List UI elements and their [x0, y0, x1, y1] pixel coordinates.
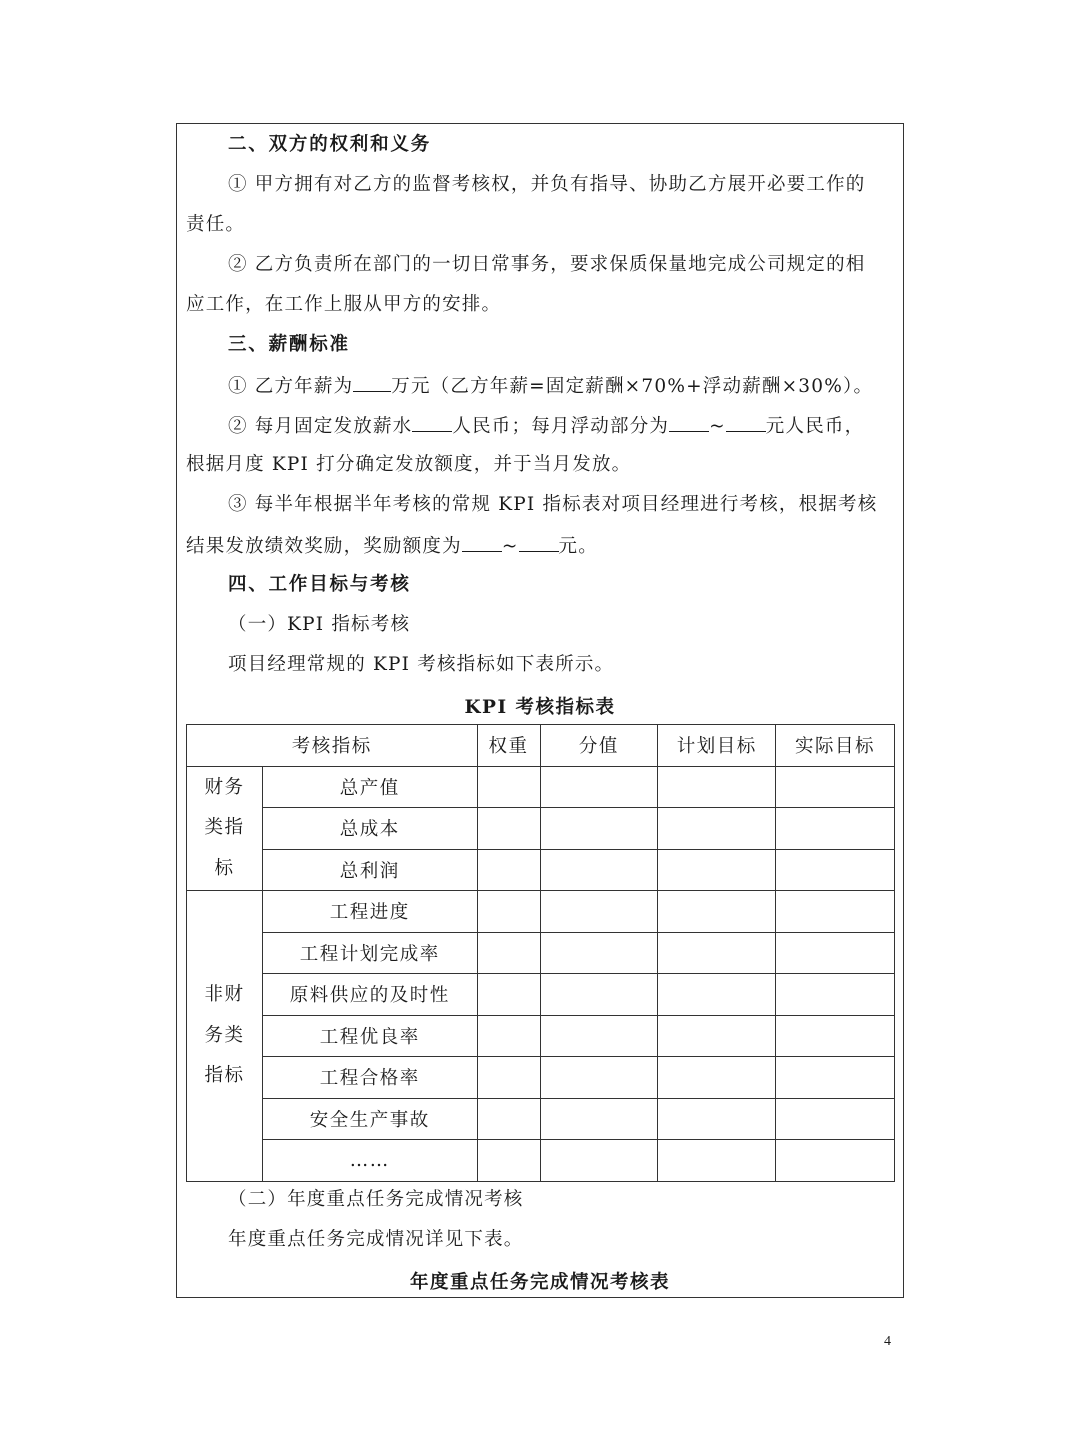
actual-target-cell[interactable] — [776, 849, 895, 891]
weight-cell[interactable] — [477, 1140, 540, 1182]
text-fragment: ~ — [709, 416, 726, 437]
category-text: 非财 — [204, 984, 245, 1005]
text-fragment: ① 乙方年薪为 — [228, 376, 354, 397]
paragraph-text — [186, 533, 598, 559]
score-cell[interactable] — [540, 974, 658, 1016]
fill-in-blank — [726, 413, 766, 432]
subsection-heading-kpi: （一）KPI 指标考核 — [228, 614, 411, 635]
section-heading-goals: 四、工作目标与考核 — [228, 574, 411, 595]
indicator-cell: 工程计划完成率 — [262, 932, 477, 974]
table-row — [187, 1057, 895, 1099]
category-cell-nonfinancial — [187, 891, 263, 1182]
score-cell[interactable] — [540, 808, 658, 850]
table-header-cell: 实际目标 — [776, 725, 895, 767]
actual-target-cell[interactable] — [776, 808, 895, 850]
text-fragment: 万元（乙方年薪=固定薪酬×70%+浮动薪酬×30%）。 — [391, 376, 874, 397]
table-header-cell: 权重 — [477, 725, 540, 767]
table-row — [187, 1015, 895, 1057]
indicator-cell: 总产值 — [262, 766, 477, 808]
score-cell[interactable] — [540, 932, 658, 974]
page-number: 4 — [884, 1334, 891, 1349]
actual-target-cell[interactable] — [776, 766, 895, 808]
fill-in-blank — [669, 413, 709, 432]
score-cell[interactable] — [540, 1140, 658, 1182]
indicator-cell: 安全生产事故 — [262, 1098, 477, 1140]
table-row — [187, 1098, 895, 1140]
indicator-cell: 原料供应的及时性 — [262, 974, 477, 1016]
plan-target-cell[interactable] — [658, 1140, 776, 1182]
actual-target-cell[interactable] — [776, 1098, 895, 1140]
actual-target-cell[interactable] — [776, 1015, 895, 1057]
actual-target-cell[interactable] — [776, 932, 895, 974]
plan-target-cell[interactable] — [658, 849, 776, 891]
actual-target-cell[interactable] — [776, 1057, 895, 1099]
paragraph-text: 项目经理常规的 KPI 考核指标如下表所示。 — [228, 654, 615, 675]
fill-in-blank — [412, 413, 452, 432]
weight-cell[interactable] — [477, 932, 540, 974]
table-title-annual: 年度重点任务完成情况考核表 — [409, 1272, 670, 1293]
plan-target-cell[interactable] — [658, 891, 776, 933]
weight-cell[interactable] — [477, 974, 540, 1016]
paragraph-text — [228, 373, 873, 399]
table-header-row — [187, 725, 895, 767]
fill-in-blank — [519, 533, 559, 552]
paragraph-text: 年度重点任务完成情况详见下表。 — [228, 1229, 524, 1250]
fill-in-blank — [462, 533, 502, 552]
text-fragment: 元。 — [558, 536, 598, 557]
text-fragment: ② 每月固定发放薪水 — [228, 416, 413, 437]
plan-target-cell[interactable] — [658, 808, 776, 850]
score-cell[interactable] — [540, 1015, 658, 1057]
text-fragment: 人民币；每月浮动部分为 — [452, 416, 670, 437]
score-cell[interactable] — [540, 766, 658, 808]
text-fragment: 元人民币， — [765, 416, 865, 437]
category-text: 类指 — [204, 817, 245, 838]
indicator-cell: 工程合格率 — [262, 1057, 477, 1099]
paragraph-text: 责任。 — [186, 214, 246, 235]
table-row — [187, 808, 895, 850]
paragraph-text — [228, 413, 864, 439]
table-title-kpi: KPI 考核指标表 — [464, 697, 616, 718]
weight-cell[interactable] — [477, 1098, 540, 1140]
table-row — [187, 891, 895, 933]
score-cell[interactable] — [540, 849, 658, 891]
table-header-cell: 计划目标 — [658, 725, 776, 767]
score-cell[interactable] — [540, 891, 658, 933]
section-heading-rights: 二、双方的权利和义务 — [228, 134, 432, 155]
category-text: 指标 — [204, 1065, 245, 1086]
score-cell[interactable] — [540, 1098, 658, 1140]
paragraph-text: ② 乙方负责所在部门的一切日常事务，要求保质保量地完成公司规定的相 — [228, 254, 866, 275]
category-cell-financial — [187, 766, 263, 891]
weight-cell[interactable] — [477, 1057, 540, 1099]
category-text: 务类 — [204, 1024, 245, 1046]
plan-target-cell[interactable] — [658, 1015, 776, 1057]
weight-cell[interactable] — [477, 808, 540, 850]
indicator-cell: 工程优良率 — [262, 1015, 477, 1057]
plan-target-cell[interactable] — [658, 766, 776, 808]
paragraph-text: 根据月度 KPI 打分确定发放额度，并于当月发放。 — [186, 454, 632, 475]
table-row — [187, 849, 895, 891]
text-fragment: 结果发放绩效奖励，奖励额度为 — [186, 536, 462, 557]
paragraph-text: ① 甲方拥有对乙方的监督考核权，并负有指导、协助乙方展开必要工作的 — [228, 174, 866, 195]
weight-cell[interactable] — [477, 849, 540, 891]
table-header-cell: 分值 — [540, 725, 658, 767]
weight-cell[interactable] — [477, 1015, 540, 1057]
indicator-cell: 总成本 — [262, 808, 477, 850]
table-row — [187, 974, 895, 1016]
paragraph-text: 应工作，在工作上服从甲方的安排。 — [186, 294, 502, 315]
plan-target-cell[interactable] — [658, 974, 776, 1016]
indicator-cell: 工程进度 — [262, 891, 477, 933]
indicator-cell: …… — [262, 1140, 477, 1182]
fill-in-blank — [353, 373, 391, 392]
weight-cell[interactable] — [477, 766, 540, 808]
actual-target-cell[interactable] — [776, 891, 895, 933]
actual-target-cell[interactable] — [776, 1140, 895, 1182]
plan-target-cell[interactable] — [658, 1098, 776, 1140]
actual-target-cell[interactable] — [776, 974, 895, 1016]
table-row — [187, 932, 895, 974]
weight-cell[interactable] — [477, 891, 540, 933]
text-fragment: ~ — [501, 536, 519, 557]
table-header-cell: 考核指标 — [187, 725, 478, 767]
paragraph-text: ③ 每半年根据半年考核的常规 KPI 指标表对项目经理进行考核，根据考核 — [228, 494, 878, 515]
subsection-heading-annual: （二）年度重点任务完成情况考核 — [228, 1189, 524, 1210]
section-heading-salary: 三、薪酬标准 — [228, 334, 350, 355]
category-text: 财务 — [204, 776, 245, 798]
score-cell[interactable] — [540, 1057, 658, 1099]
table-row — [187, 1140, 895, 1182]
indicator-cell: 总利润 — [262, 849, 477, 891]
plan-target-cell[interactable] — [658, 1057, 776, 1099]
table-row — [187, 766, 895, 808]
plan-target-cell[interactable] — [658, 932, 776, 974]
kpi-table — [186, 724, 895, 1182]
category-text: 标 — [214, 857, 235, 879]
